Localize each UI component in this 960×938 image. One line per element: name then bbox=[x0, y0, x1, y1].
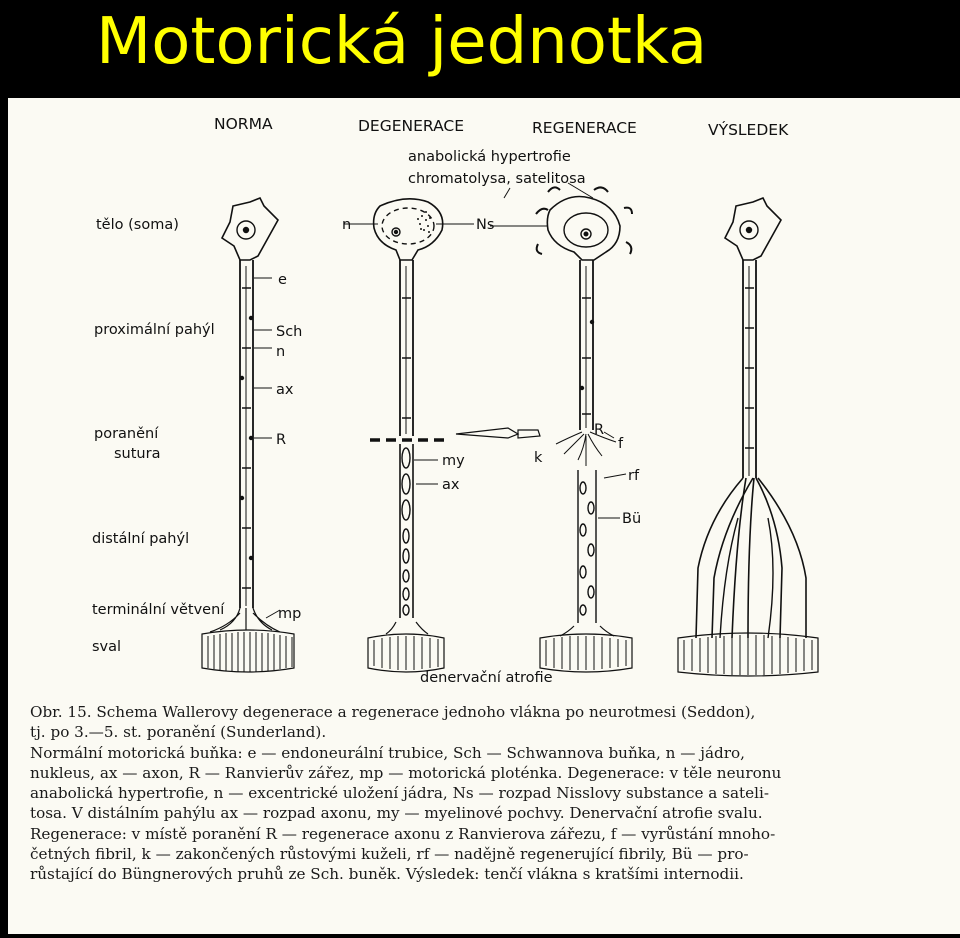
column-heading-degeneration: DEGENERACE bbox=[358, 117, 465, 135]
annotation-anabolic-hypertrophy: anabolická hypertrofie bbox=[408, 149, 571, 165]
caption-line: růstající do Büngnerových pruhů ze Sch. buněk. Výsledek: tenčí vlákna s kratšími internodii. bbox=[30, 865, 744, 884]
label-terminal-branching: terminální větvení bbox=[92, 602, 225, 618]
label-distal-stump: distální pahýl bbox=[92, 531, 190, 547]
textbook-figure bbox=[8, 98, 960, 934]
norma-label-r: R bbox=[276, 432, 287, 448]
norma-label-mp: mp bbox=[278, 606, 302, 622]
degeneration-label-my: my bbox=[442, 453, 465, 469]
norma-label-e: e bbox=[278, 272, 287, 288]
regenerating-neuron bbox=[536, 187, 632, 672]
column-heading-regeneration: REGENERACE bbox=[532, 119, 637, 137]
degenerating-neuron bbox=[368, 199, 444, 672]
wallerian-degeneration-diagram bbox=[8, 98, 960, 698]
figure-caption bbox=[30, 702, 890, 885]
label-muscle: sval bbox=[92, 639, 122, 655]
degeneration-label-ns: Ns bbox=[476, 217, 495, 233]
label-suture: sutura bbox=[114, 446, 161, 462]
regeneration-label-bu: Bü bbox=[622, 511, 642, 527]
label-soma: tělo (soma) bbox=[96, 217, 179, 233]
caption-line: Regenerace: v místě poranění R — regenerace axonu z Ranvierova zářezu, f — vyrůstání mnoho- bbox=[30, 824, 776, 843]
annotation-denervation-atrophy: denervační atrofie bbox=[420, 670, 553, 686]
caption-line: četných fibril, k — zakončených růstovými kuželi, rf — nadějně regenerující fibrily, Bü — pro- bbox=[30, 845, 749, 864]
caption-line: Normální motorická buňka: e — endoneurální trubice, Sch — Schwannova buňka, n — jádro, bbox=[30, 743, 745, 762]
caption-line: tj. po 3.—5. st. poranění (Sunderland). bbox=[30, 723, 327, 742]
caption-line: nukleus, ax — axon, R — Ranvierův zářez, mp — motorická ploténka. Degenerace: v těle neuronu bbox=[30, 763, 782, 782]
label-injury: poranění bbox=[94, 426, 159, 442]
regeneration-label-f: f bbox=[618, 436, 624, 452]
title-bar bbox=[0, 0, 960, 98]
regeneration-label-rf: rf bbox=[628, 468, 640, 484]
caption-line: Obr. 15. Schema Wallerovy degenerace a regenerace jednoho vlákna po neurotmesi (Seddon), bbox=[30, 703, 756, 721]
regeneration-label-k: k bbox=[534, 450, 543, 466]
caption-line: anabolická hypertrofie, n — excentrické uložení jádra, Ns — rozpad Nisslovy substance a sateli- bbox=[30, 784, 769, 803]
column-heading-norma: NORMA bbox=[214, 115, 273, 133]
caption-line: tosa. V distálním pahýlu ax — rozpad axonu, my — myelinové pochvy. Denervační atrofie svalu. bbox=[30, 804, 763, 823]
norma-label-sch: Sch bbox=[276, 324, 303, 340]
norma-label-n: n bbox=[276, 344, 286, 360]
degeneration-label-n: n bbox=[342, 217, 352, 233]
column-heading-result: VÝSLEDEK bbox=[708, 121, 789, 139]
result-neuron bbox=[678, 198, 818, 676]
annotation-chromatolysis: chromatolysa, satelitosa bbox=[408, 171, 586, 187]
label-proximal-stump: proximální pahýl bbox=[94, 322, 215, 338]
regeneration-label-r: R bbox=[594, 422, 605, 438]
slide-title: Motorická jednotka bbox=[96, 5, 708, 79]
degeneration-label-ax: ax bbox=[442, 477, 460, 493]
norma-label-ax: ax bbox=[276, 382, 294, 398]
